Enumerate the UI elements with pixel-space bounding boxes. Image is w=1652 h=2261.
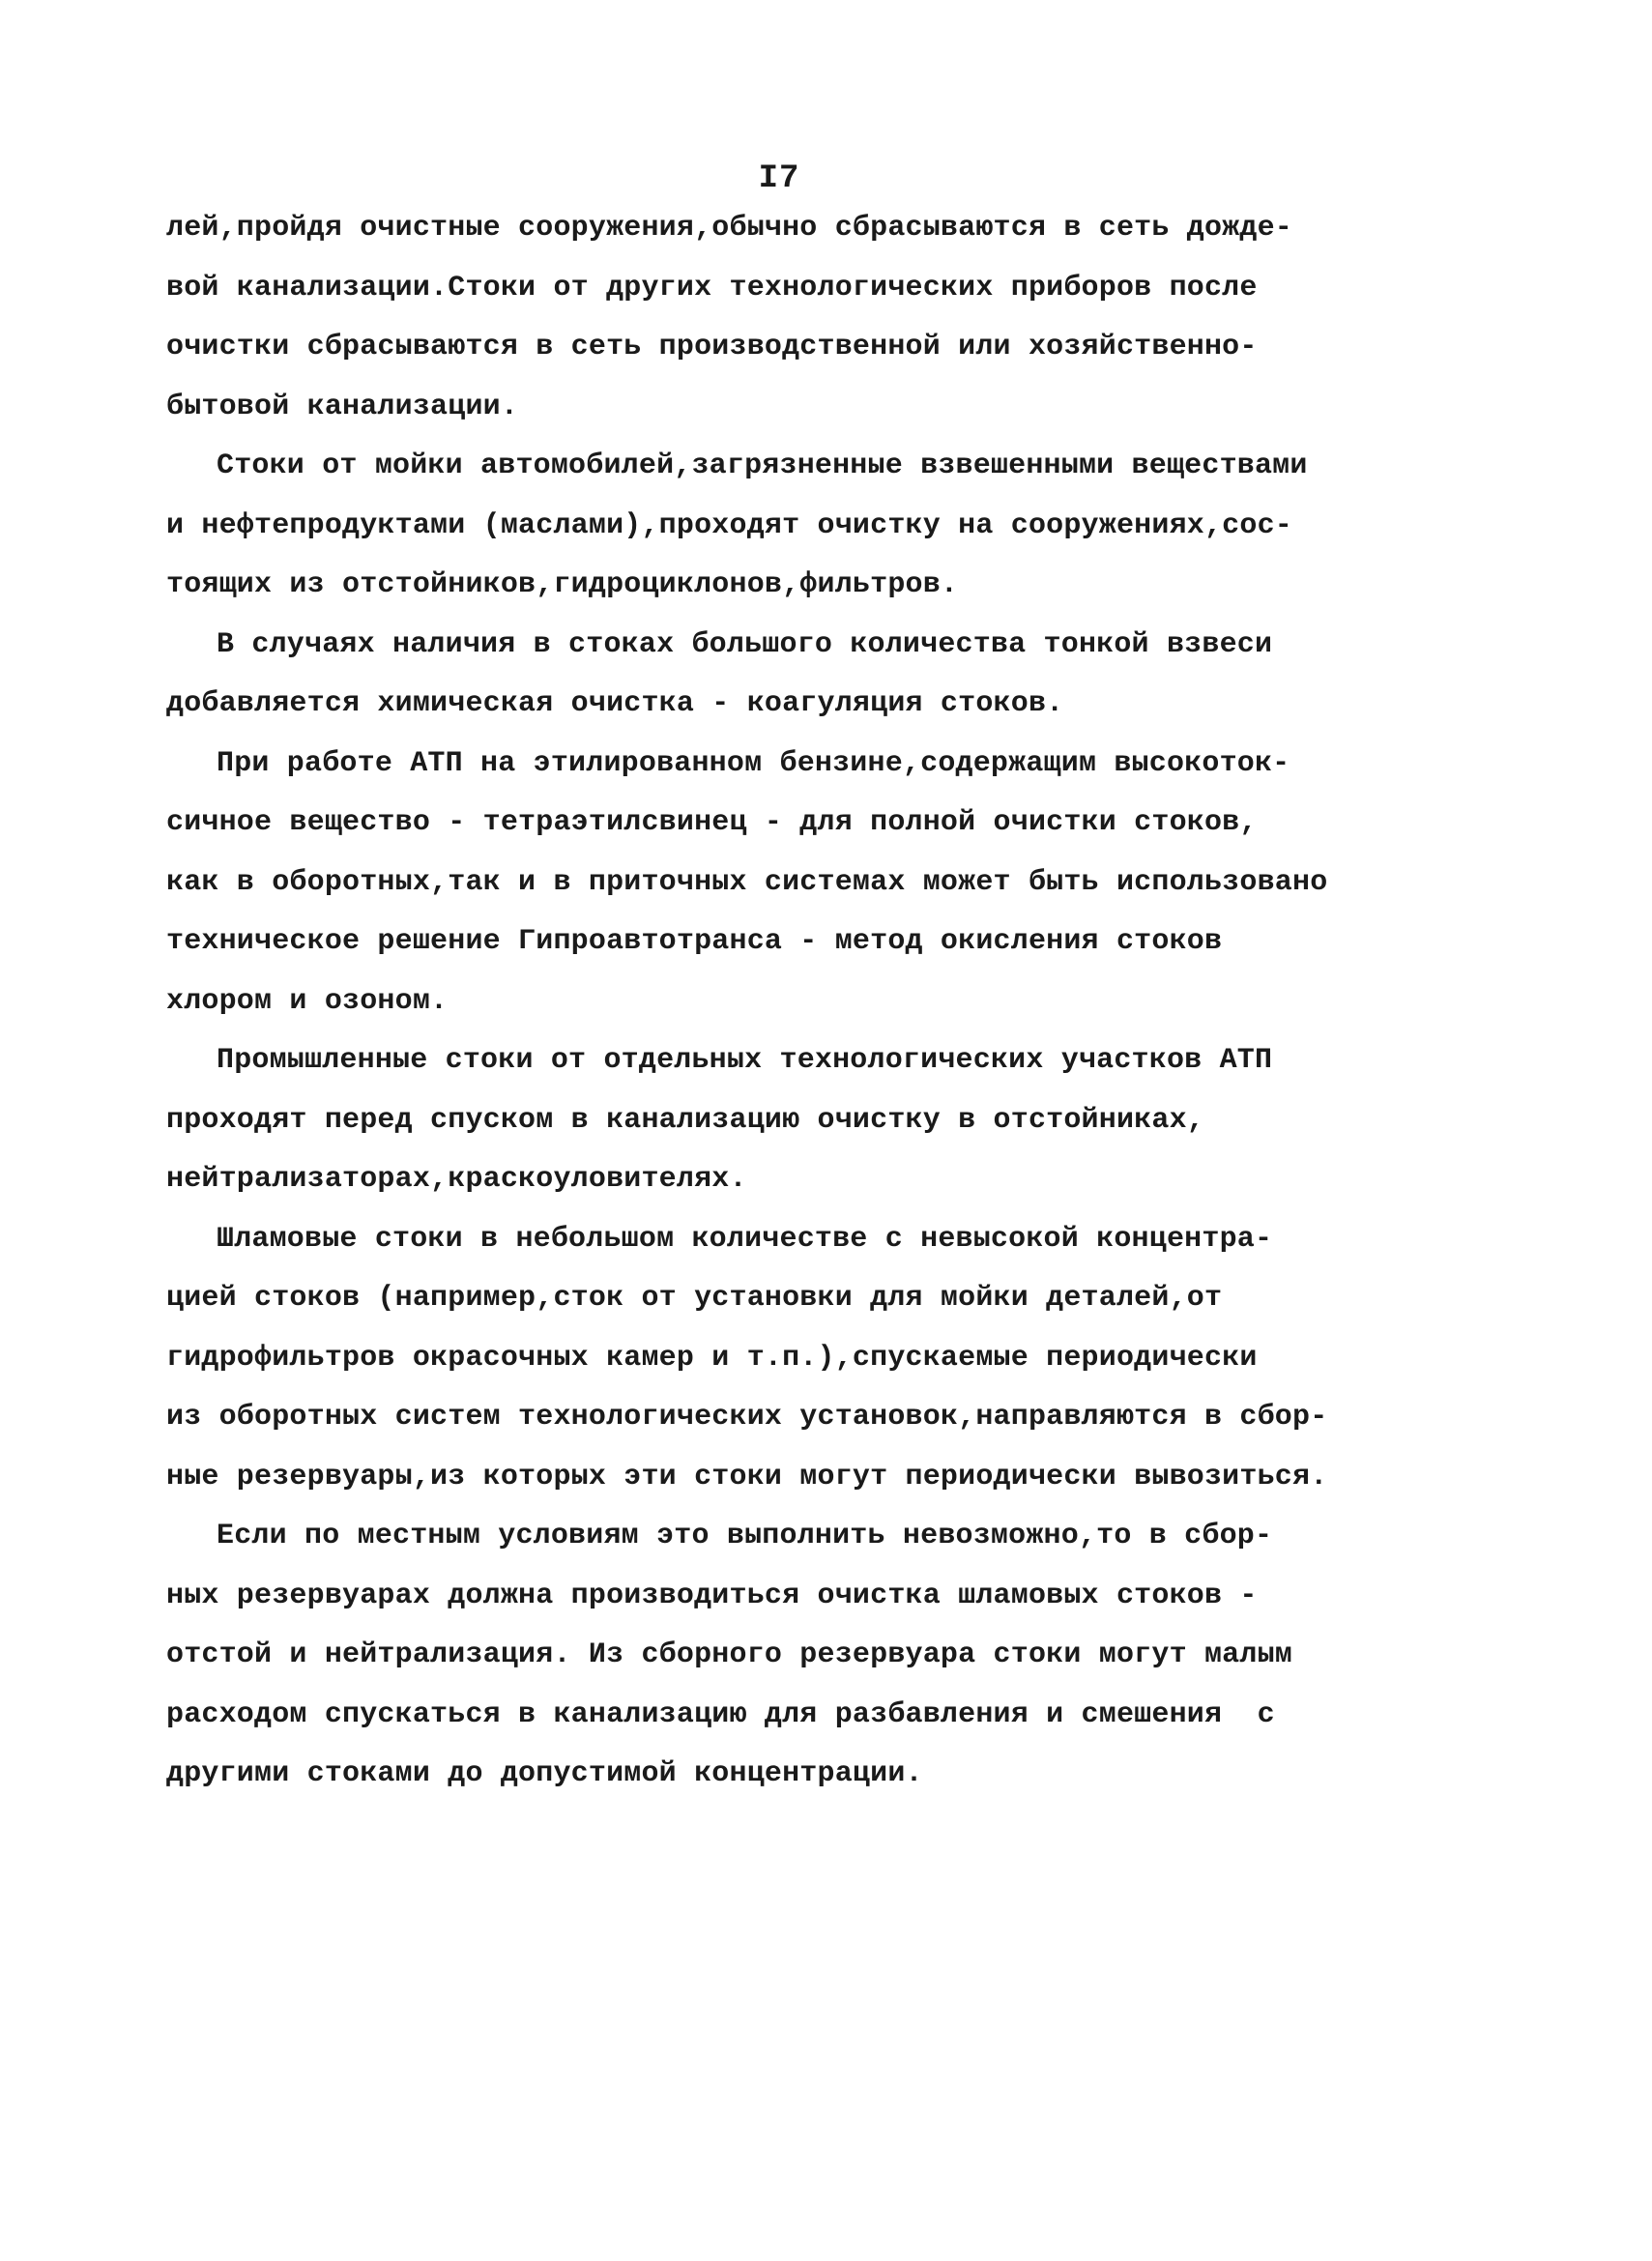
paragraph <box>166 616 1384 735</box>
text-line: Стоки от мойки автомобилей,загрязненные взвешенными веществами <box>217 449 1308 482</box>
paragraph <box>166 735 1384 1032</box>
text-line: вой канализации.Стоки от других технологических приборов после <box>166 271 1258 304</box>
text-line: бытовой канализации. <box>166 390 519 423</box>
document-body <box>166 199 1384 1805</box>
text-line: сичное вещество - тетраэтилсвинец - для полной очистки стоков, <box>166 806 1258 839</box>
text-line: нейтрализаторах,краскоуловителях. <box>166 1163 747 1196</box>
text-line: При работе АТП на этилированном бензине,содержащим высокоток- <box>217 746 1290 780</box>
text-line: техническое решение Гипроавтотранса - метод окисления стоков <box>166 925 1223 958</box>
text-line: Промышленные стоки от отдельных технологических участков АТП <box>217 1044 1273 1077</box>
text-line: проходят перед спуском в канализацию очистку в отстойниках, <box>166 1103 1204 1137</box>
text-line: другими стоками до допустимой концентрации. <box>166 1757 923 1790</box>
text-line: очистки сбрасываются в сеть производственной или хозяйственно- <box>166 331 1258 363</box>
text-line: Если по местным условиям это выполнить невозможно,то в сбор- <box>217 1520 1273 1552</box>
paragraph <box>166 1031 1384 1210</box>
text-line: как в оборотных,так и в приточных системах может быть использовано <box>166 865 1328 899</box>
text-line: расходом спускаться в канализацию для разбавления и смешения с <box>166 1697 1275 1731</box>
paragraph <box>166 1507 1384 1805</box>
paragraph <box>166 199 1384 437</box>
text-line: ных резервуарах должна производиться очистка шламовых стоков - <box>166 1579 1258 1612</box>
page-number: I7 <box>758 160 800 197</box>
text-line: Шламовые стоки в небольшом количестве с невысокой концентра- <box>217 1222 1273 1256</box>
text-line: добавляется химическая очистка - коагуляция стоков. <box>166 687 1064 720</box>
text-line: цией стоков (например,сток от установки для мойки деталей,от <box>166 1282 1223 1315</box>
text-line: отстой и нейтрализация. Из сборного резервуара стоки могут малым <box>166 1638 1292 1671</box>
text-line: лей,пройдя очистные сооружения,обычно сбрасываются в сеть дожде- <box>166 212 1292 245</box>
text-line: хлором и озоном. <box>166 984 449 1018</box>
text-line: гидрофильтров окрасочных камер и т.п.),спускаемые периодически <box>166 1341 1258 1375</box>
text-line: тоящих из отстойников,гидроциклонов,фильтров. <box>166 568 959 601</box>
text-line: В случаях наличия в стоках большого количества тонкой взвеси <box>217 627 1273 661</box>
text-line: ные резервуары,из которых эти стоки могут периодически вывозиться. <box>166 1460 1328 1493</box>
text-line: из оборотных систем технологических установок,направляются в сбор- <box>166 1401 1328 1434</box>
text-line: и нефтепродуктами (маслами),проходят очистку на сооружениях,сос- <box>166 508 1292 542</box>
paragraph <box>166 1210 1384 1508</box>
paragraph <box>166 437 1384 616</box>
